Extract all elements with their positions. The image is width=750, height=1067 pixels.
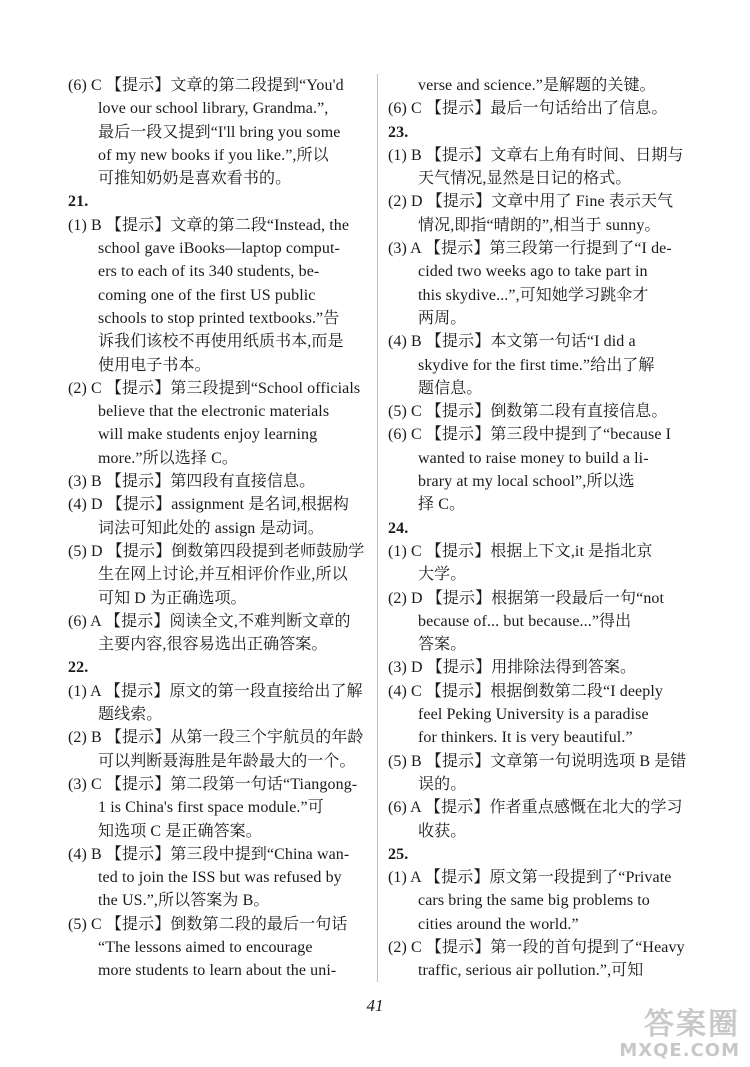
- answer-line: skydive for the first time.”给出了解: [418, 356, 655, 374]
- question-number: 22.: [68, 659, 89, 677]
- answer-line: (1) B 【提示】文章的第二段“Instead, the: [68, 216, 350, 234]
- answer-line: this skydive...”,可知她学习跳伞才: [418, 286, 649, 304]
- left-column: [68, 74, 368, 983]
- watermark-url: MXQE.COM: [619, 1040, 740, 1061]
- answer-line: ted to join the ISS but was refused by: [98, 869, 342, 887]
- answer-line: wanted to raise money to build a li-: [418, 449, 649, 467]
- answer-line: 可推知奶奶是喜欢看书的。: [98, 170, 292, 188]
- answer-line: (6) A 【提示】作者重点感慨在北大的学习: [388, 799, 683, 817]
- answer-line: (4) D 【提示】assignment 是名词,根据构: [68, 496, 350, 514]
- question-number: 21.: [68, 193, 89, 211]
- answer-line: of my new books if you like.”,所以: [98, 146, 329, 164]
- answer-line: 大学。: [418, 566, 467, 584]
- answer-line: 词法可知此处的 assign 是动词。: [98, 519, 324, 537]
- answer-line: 知选项 C 是正确答案。: [98, 822, 262, 840]
- answer-line: (4) C 【提示】根据倒数第二段“I deeply: [388, 682, 664, 700]
- page-number: 41: [366, 996, 384, 1015]
- answer-line: (5) B 【提示】文章第一句说明选项 B 是错: [388, 752, 687, 770]
- answer-line: (3) D 【提示】用排除法得到答案。: [388, 659, 637, 677]
- answer-line: (4) B 【提示】第三段中提到“China wan-: [68, 845, 350, 863]
- answer-line: 1 is China's first space module.”可: [98, 799, 324, 817]
- right-column: [388, 74, 688, 983]
- answer-line: (5) D 【提示】倒数第四段提到老师鼓励学: [68, 542, 365, 560]
- answer-line: cars bring the same big problems to: [418, 892, 650, 910]
- answer-line: (1) C 【提示】根据上下文,it 是指北京: [388, 542, 653, 560]
- answer-line: 主要内容,很容易选出正确答案。: [98, 636, 328, 654]
- answer-line: 答案。: [418, 636, 467, 654]
- answer-line: (6) C 【提示】最后一句话给出了信息。: [388, 100, 668, 118]
- answer-line: (4) B 【提示】本文第一句话“I did a: [388, 333, 636, 351]
- answer-line: (1) A 【提示】原文的第一段直接给出了解: [68, 682, 363, 700]
- answer-line: 可以判断聂海胜是年龄最大的一个。: [98, 752, 356, 770]
- watermark-title: 答案圈: [644, 1007, 740, 1042]
- answer-line: 误的。: [418, 775, 467, 793]
- answer-line: brary at my local school”,所以选: [418, 473, 635, 491]
- answer-line: 题线索。: [98, 706, 163, 724]
- column-divider: [377, 74, 378, 982]
- answer-line: 择 C。: [418, 496, 466, 514]
- answer-line: (2) C 【提示】第一段的首句提到了“Heavy: [388, 938, 685, 956]
- answer-line: more.”所以选择 C。: [98, 449, 238, 467]
- answer-line: 两周。: [418, 309, 467, 327]
- answer-line: (1) A 【提示】原文第一段提到了“Private: [388, 869, 672, 887]
- answer-line: (2) D 【提示】根据第一段最后一句“not: [388, 589, 665, 607]
- answer-line: the US.”,所以答案为 B。: [98, 892, 270, 910]
- answer-line: “The lessons aimed to encourage: [98, 938, 313, 956]
- answer-line: cided two weeks ago to take part in: [418, 263, 648, 281]
- answer-line: 使用电子书本。: [98, 356, 211, 374]
- watermark-logo: [590, 999, 740, 1061]
- question-number: 23.: [388, 123, 409, 141]
- answer-line: (2) C 【提示】第三段提到“School officials: [68, 379, 361, 397]
- answer-line: 最后一段又提到“I'll bring you some: [98, 123, 341, 141]
- answer-line: 天气情况,显然是日记的格式。: [418, 170, 632, 188]
- answer-line: 收获。: [418, 822, 467, 840]
- answer-line: 生在网上讨论,并互相评价作业,所以: [98, 566, 348, 584]
- answer-line: traffic, serious air pollution.”,可知: [418, 962, 644, 980]
- answer-line: (1) B 【提示】文章右上角有时间、日期与: [388, 146, 684, 164]
- answer-line: love our school library, Grandma.”,: [98, 100, 329, 118]
- answer-line: (2) B 【提示】从第一段三个宇航员的年龄: [68, 729, 364, 747]
- answer-line: (3) B 【提示】第四段有直接信息。: [68, 473, 316, 491]
- answer-line: (6) C 【提示】第三段中提到了“because I: [388, 426, 672, 444]
- answer-line: feel Peking University is a paradise: [418, 706, 649, 724]
- answer-line: (6) C 【提示】文章的第二段提到“You'd: [68, 77, 344, 94]
- answer-line: schools to stop printed textbooks.”告: [98, 309, 340, 327]
- answer-line: believe that the electronic materials: [98, 403, 330, 421]
- answer-line: cities around the world.”: [418, 915, 579, 933]
- answer-line: coming one of the first US public: [98, 286, 316, 304]
- answer-line: will make students enjoy learning: [98, 426, 318, 444]
- answer-line: 题信息。: [418, 379, 483, 397]
- answer-line: (2) D 【提示】文章中用了 Fine 表示天气: [388, 193, 674, 211]
- answer-line: (3) C 【提示】第二段第一句话“Tiangong-: [68, 775, 358, 793]
- answer-line: 情况,即指“晴朗的”,相当于 sunny。: [418, 216, 661, 234]
- answer-line: (6) A 【提示】阅读全文,不难判断文章的: [68, 612, 351, 630]
- answer-line: (5) C 【提示】倒数第二段有直接信息。: [388, 403, 668, 421]
- answer-line: for thinkers. It is very beautiful.”: [418, 729, 633, 747]
- answer-line: school gave iBooks—laptop comput-: [98, 240, 340, 258]
- answer-line: more students to learn about the uni-: [98, 962, 337, 980]
- answer-line: verse and science.”是解题的关键。: [418, 77, 656, 94]
- question-number: 25.: [388, 845, 409, 863]
- answer-line: because of... but because...”得出: [418, 612, 632, 630]
- question-number: 24.: [388, 519, 409, 537]
- answer-line: ers to each of its 340 students, be-: [98, 263, 320, 281]
- answer-line: (3) A 【提示】第三段第一行提到了“I de-: [388, 240, 672, 258]
- answer-line: (5) C 【提示】倒数第二段的最后一句话: [68, 915, 348, 933]
- answer-line: 诉我们该校不再使用纸质书本,而是: [98, 333, 344, 351]
- answer-line: 可知 D 为正确选项。: [98, 589, 247, 607]
